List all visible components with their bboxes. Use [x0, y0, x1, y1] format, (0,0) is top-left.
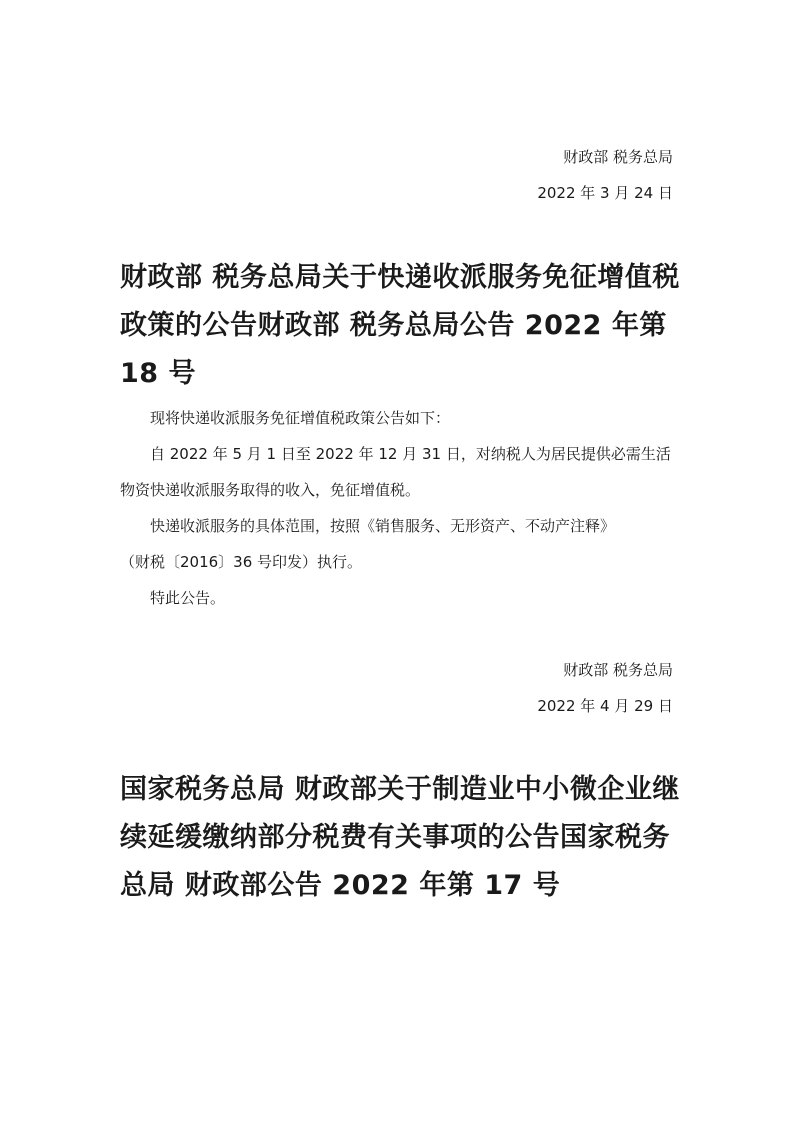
notice-18-paragraph-exemption: 自 2022 年 5 月 1 日至 2022 年 12 月 31 日，对纳税人为居民提供必需生活物资快递收派服务取得的收入，免征增值税。	[120, 445, 671, 499]
signature-date-1: 2022 年 3 月 24 日	[537, 184, 673, 202]
signature-issuer-2: 财政部 税务总局	[563, 661, 673, 679]
signature-issuer-1: 财政部 税务总局	[563, 148, 673, 166]
signature-date-2: 2022 年 4 月 29 日	[537, 697, 673, 715]
notice-18-closing: 特此公告。	[150, 589, 226, 607]
notice-18-title: 财政部 税务总局关于快递收派服务免征增值税政策的公告财政部 税务总局公告 2022 年第 18 号	[120, 262, 680, 389]
notice-18-paragraph-scope-ref: （财税〔2016〕36 号印发）执行。	[120, 553, 363, 571]
notice-18-intro: 现将快递收派服务免征增值税政策公告如下：	[150, 409, 451, 427]
notice-18-paragraph-scope: 快递收派服务的具体范围，按照《销售服务、无形资产、不动产注释》	[150, 517, 616, 535]
notice-17-title: 国家税务总局 财政部关于制造业中小微企业继续延缓缴纳部分税费有关事项的公告国家税务总局 财政部公告 2022 年第 17 号	[120, 774, 680, 901]
